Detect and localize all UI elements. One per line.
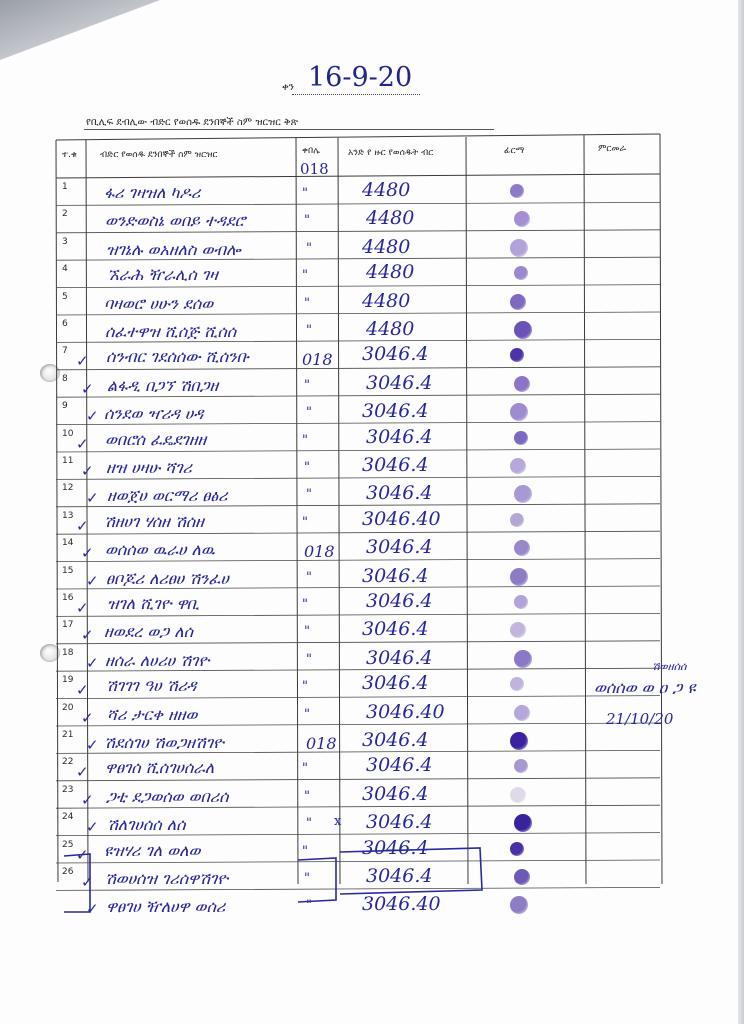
customer-name: ልፋዲ በጋኘ ሽበጋዘ [107,375,219,395]
loan-amount: 3046.4 [362,343,429,366]
checkmark-icon: ✓ [81,873,94,891]
fingerprint-signature [514,869,530,885]
kebele-value: " [302,268,308,284]
row-number: 3 [62,236,68,247]
customer-name: ዘወደረ ወጋ ለሰ [104,622,194,642]
date-value: 16-9-20 [308,62,413,93]
fingerprint-signature [514,431,528,445]
fingerprint-signature [514,705,530,721]
row-number: 4 [62,264,68,275]
fingerprint-signature [510,239,528,257]
checkmark-icon: ✓ [81,626,94,645]
customer-name: ዘሰራ ለሀሪሀ ሽገዮ [105,650,210,670]
row-number: 10 [62,428,74,439]
kebele-value: " [302,514,308,530]
row-number: 15 [62,565,74,576]
kebele-value: " [302,186,308,201]
customer-name: ፀቦጆሪ ለሪፀሀ ሽንፈሀ [106,568,229,588]
row-number: 23 [62,784,74,795]
loan-amount: 3046.4 [362,564,429,587]
customer-name: ሽዘሀገ ሃሰዘ ሽሰዘ [104,511,204,531]
checkmark-icon: ✓ [86,900,99,919]
customer-name: ዋፀገሀ ዥለሀዋ ወሰሪ [106,897,226,917]
checkmark-icon: ✓ [76,599,89,617]
customer-name: ዘዝ ሀዛሁ ሻገሪ [106,458,192,477]
kebele-value: " [306,323,312,338]
loan-amount: 3046.40 [362,507,441,530]
customer-name: ዋፀገሰ ሺሰገሀሰራለ [105,758,215,778]
loan-amount: 3046.4 [366,371,433,394]
kebele-value: " [304,377,310,393]
row-number: 5 [62,291,68,302]
kebele-value: " [304,213,310,229]
loan-amount: 3046.4 [366,590,433,612]
kebele-value: " [302,843,308,859]
checkmark-icon: ✓ [81,379,94,398]
loan-amount: 4480 [366,207,415,230]
customer-name: ዝገኔሉ ወአዘለስ ወብሎ [106,239,241,259]
row-number: 14 [62,538,74,549]
header-remarks: ምርመራ [598,144,626,154]
row-number: 17 [62,620,74,631]
checkmark-icon: ✓ [86,736,99,754]
row-number: 11 [62,456,74,466]
row-number: 13 [62,510,74,521]
margin-mark: x [334,814,342,829]
kebele-value: " [304,295,310,311]
header-number: ተ.ቁ [62,150,78,160]
customer-name: ኧራሕ ዥራሊሰ ገዛ [107,265,218,285]
loan-amount: 3046.4 [362,836,429,859]
customer-name: ወበሮሰ ፈዴደገዘዘ [105,429,207,449]
checkmark-icon: ✓ [76,352,89,371]
fingerprint-signature [514,650,532,668]
customer-name: ሰፈተዋዝ ሺሰጅ ሺሰሰ [105,322,237,341]
customer-name: ሽወሀሰዝ ገሪሰዋሽገዮ [105,869,229,888]
kebele-value: " [304,624,310,640]
kebele-value: " [306,240,312,256]
row-number: 16 [62,593,74,603]
checkmark-icon: ✓ [81,544,94,563]
loan-amount: 3046.4 [362,782,429,805]
fingerprint-signature [510,787,526,803]
kebele-value: " [302,597,308,612]
header-signature: ፊርማ [504,146,525,156]
kebele-value: " [306,898,312,914]
customer-name: ሽደሰገሀ ሽወጋዘሽገዮ [104,733,224,752]
checkmark-icon: ✓ [81,462,94,480]
kebele-value: 018 [304,542,335,562]
kebele-value: " [304,871,310,886]
loan-amount: 3046.4 [362,672,429,695]
loan-amount: 3046.4 [366,425,433,448]
loan-amount: 3046.4 [366,536,433,559]
fingerprint-signature [510,184,524,198]
row-number: 7 [62,346,68,357]
loan-amount: 3046.40 [366,700,445,723]
row-number: 12 [62,483,74,494]
customer-name: ሰንብር ገደሰሰው ሺሰንቡ [106,347,249,367]
customer-name: ፋሪ ገዛዝለ ካዶሪ [104,183,201,202]
kebele-value: " [306,405,312,421]
loan-amount: 3046.40 [362,893,441,916]
loan-amount: 4480 [366,261,415,284]
kebele-value: " [304,706,310,722]
kebele-value: " [306,487,312,503]
checkmark-icon: ✓ [86,571,99,590]
loan-amount: 3046.4 [362,400,429,423]
fingerprint-signature [514,376,530,392]
checkmark-icon: ✓ [76,434,89,453]
remarks-date: 21/10/20 [606,710,674,728]
loan-amount: 3046.4 [362,618,429,641]
loan-amount: 3046.4 [366,865,433,887]
kebele-value: 018 [302,350,333,370]
checkmark-icon: ✓ [86,407,99,426]
header-amount: አንድ የ ዙር የወሰዱት ብር [348,148,434,158]
customer-name: ጋቲ ደጋወሰወ ወበሪሰ [106,786,229,806]
kebele-value: " [302,761,308,777]
loan-amount: 4480 [362,235,411,258]
kebele-value: " [306,569,312,585]
loan-amount: 3046.4 [366,646,433,669]
fingerprint-signature [510,732,528,750]
checkmark-icon: ✓ [81,790,94,809]
customer-name: ሻሪ ታርቀ ዘዘወ [107,704,198,724]
checkmark-icon: ✓ [76,681,89,700]
customer-name: ወንድወስኔ ወበይ ተዳደሮ [105,211,246,231]
header-kebele: ቀበሌ [302,146,320,156]
row-number: 25 [62,839,74,850]
loan-amount: 4480 [366,318,415,340]
customer-name: ወሰሰወ ዉራሀ ለዉ [105,540,215,560]
customer-name: ዩዝሃሪ ገለ ወለወ [104,840,201,860]
header-kebele-value: 018 [300,160,329,178]
customer-name: ሽገገገ ዓሀ ሽሪዳ [106,676,197,696]
checkmark-icon: ✓ [86,818,99,837]
loan-amount: 4480 [362,289,411,312]
checkmark-icon: ✓ [86,653,99,672]
row-number: 26 [62,867,74,877]
loan-amount: 3046.4 [366,482,433,505]
kebele-value: 018 [306,734,337,753]
customer-name: ሽለገሀሰሰ ለሰ [107,815,186,835]
kebele-value: " [306,816,312,832]
loan-amount: 3046.4 [366,754,433,777]
kebele-value: " [302,679,308,695]
fingerprint-signature [514,595,528,609]
fingerprint-signature [510,513,524,527]
loan-amount: 3046.4 [362,454,429,476]
fingerprint-signature [510,842,524,856]
checkmark-icon: ✓ [76,845,89,864]
remarks-name: ወሰሰወ ወ ዐ ጋ ዩ [594,678,696,697]
row-number: 6 [62,319,68,329]
kebele-value: " [302,432,308,448]
loan-amount: 3046.4 [366,811,433,834]
remarks-note: ሽወዘሰሰ [652,660,687,673]
kebele-value: " [304,460,310,475]
row-number: 1 [62,182,68,192]
checkmark-icon: ✓ [76,763,89,782]
row-number: 22 [62,757,74,768]
row-number: 19 [62,675,74,686]
kebele-value: " [304,788,310,804]
customer-name: ዘወጀሀ ወርማሪ ፀፅሪ [107,486,228,506]
header-name: ብድር የወሰዱ ደንበኞች ስም ዝርዝር [100,150,218,160]
date-label: ቀን [282,82,294,93]
kebele-value: " [306,651,312,667]
row-number: 2 [62,209,68,220]
row-number: 9 [62,401,68,412]
checkmark-icon: ✓ [76,516,89,535]
form-title: የቢሊፍ ደብሊው ብድር የወሰዱ ደንበኞች ስም ዝርዝር ቅጽ [86,117,298,128]
loan-amount: 4480 [362,179,411,201]
checkmark-icon: ✓ [86,489,99,508]
row-number: 21 [62,730,74,740]
fingerprint-signature [510,458,526,474]
fingerprint-signature [510,568,528,586]
loan-amount: 3046.4 [362,729,429,751]
row-number: 20 [62,702,74,713]
row-number: 24 [62,812,74,823]
fingerprint-signature [514,321,532,339]
customer-name: ሰንደወ ዣሪዳ ሀዳ [104,404,204,424]
checkmark-icon: ✓ [81,708,94,727]
row-number: 8 [62,373,68,384]
row-number: 18 [62,647,74,658]
fingerprint-signature [510,294,526,310]
customer-name: ዝገለ ሺገዮ ዋቢ [107,594,200,613]
customer-name: ባዛወሮ ሀሁን ደሰወ [104,293,214,313]
